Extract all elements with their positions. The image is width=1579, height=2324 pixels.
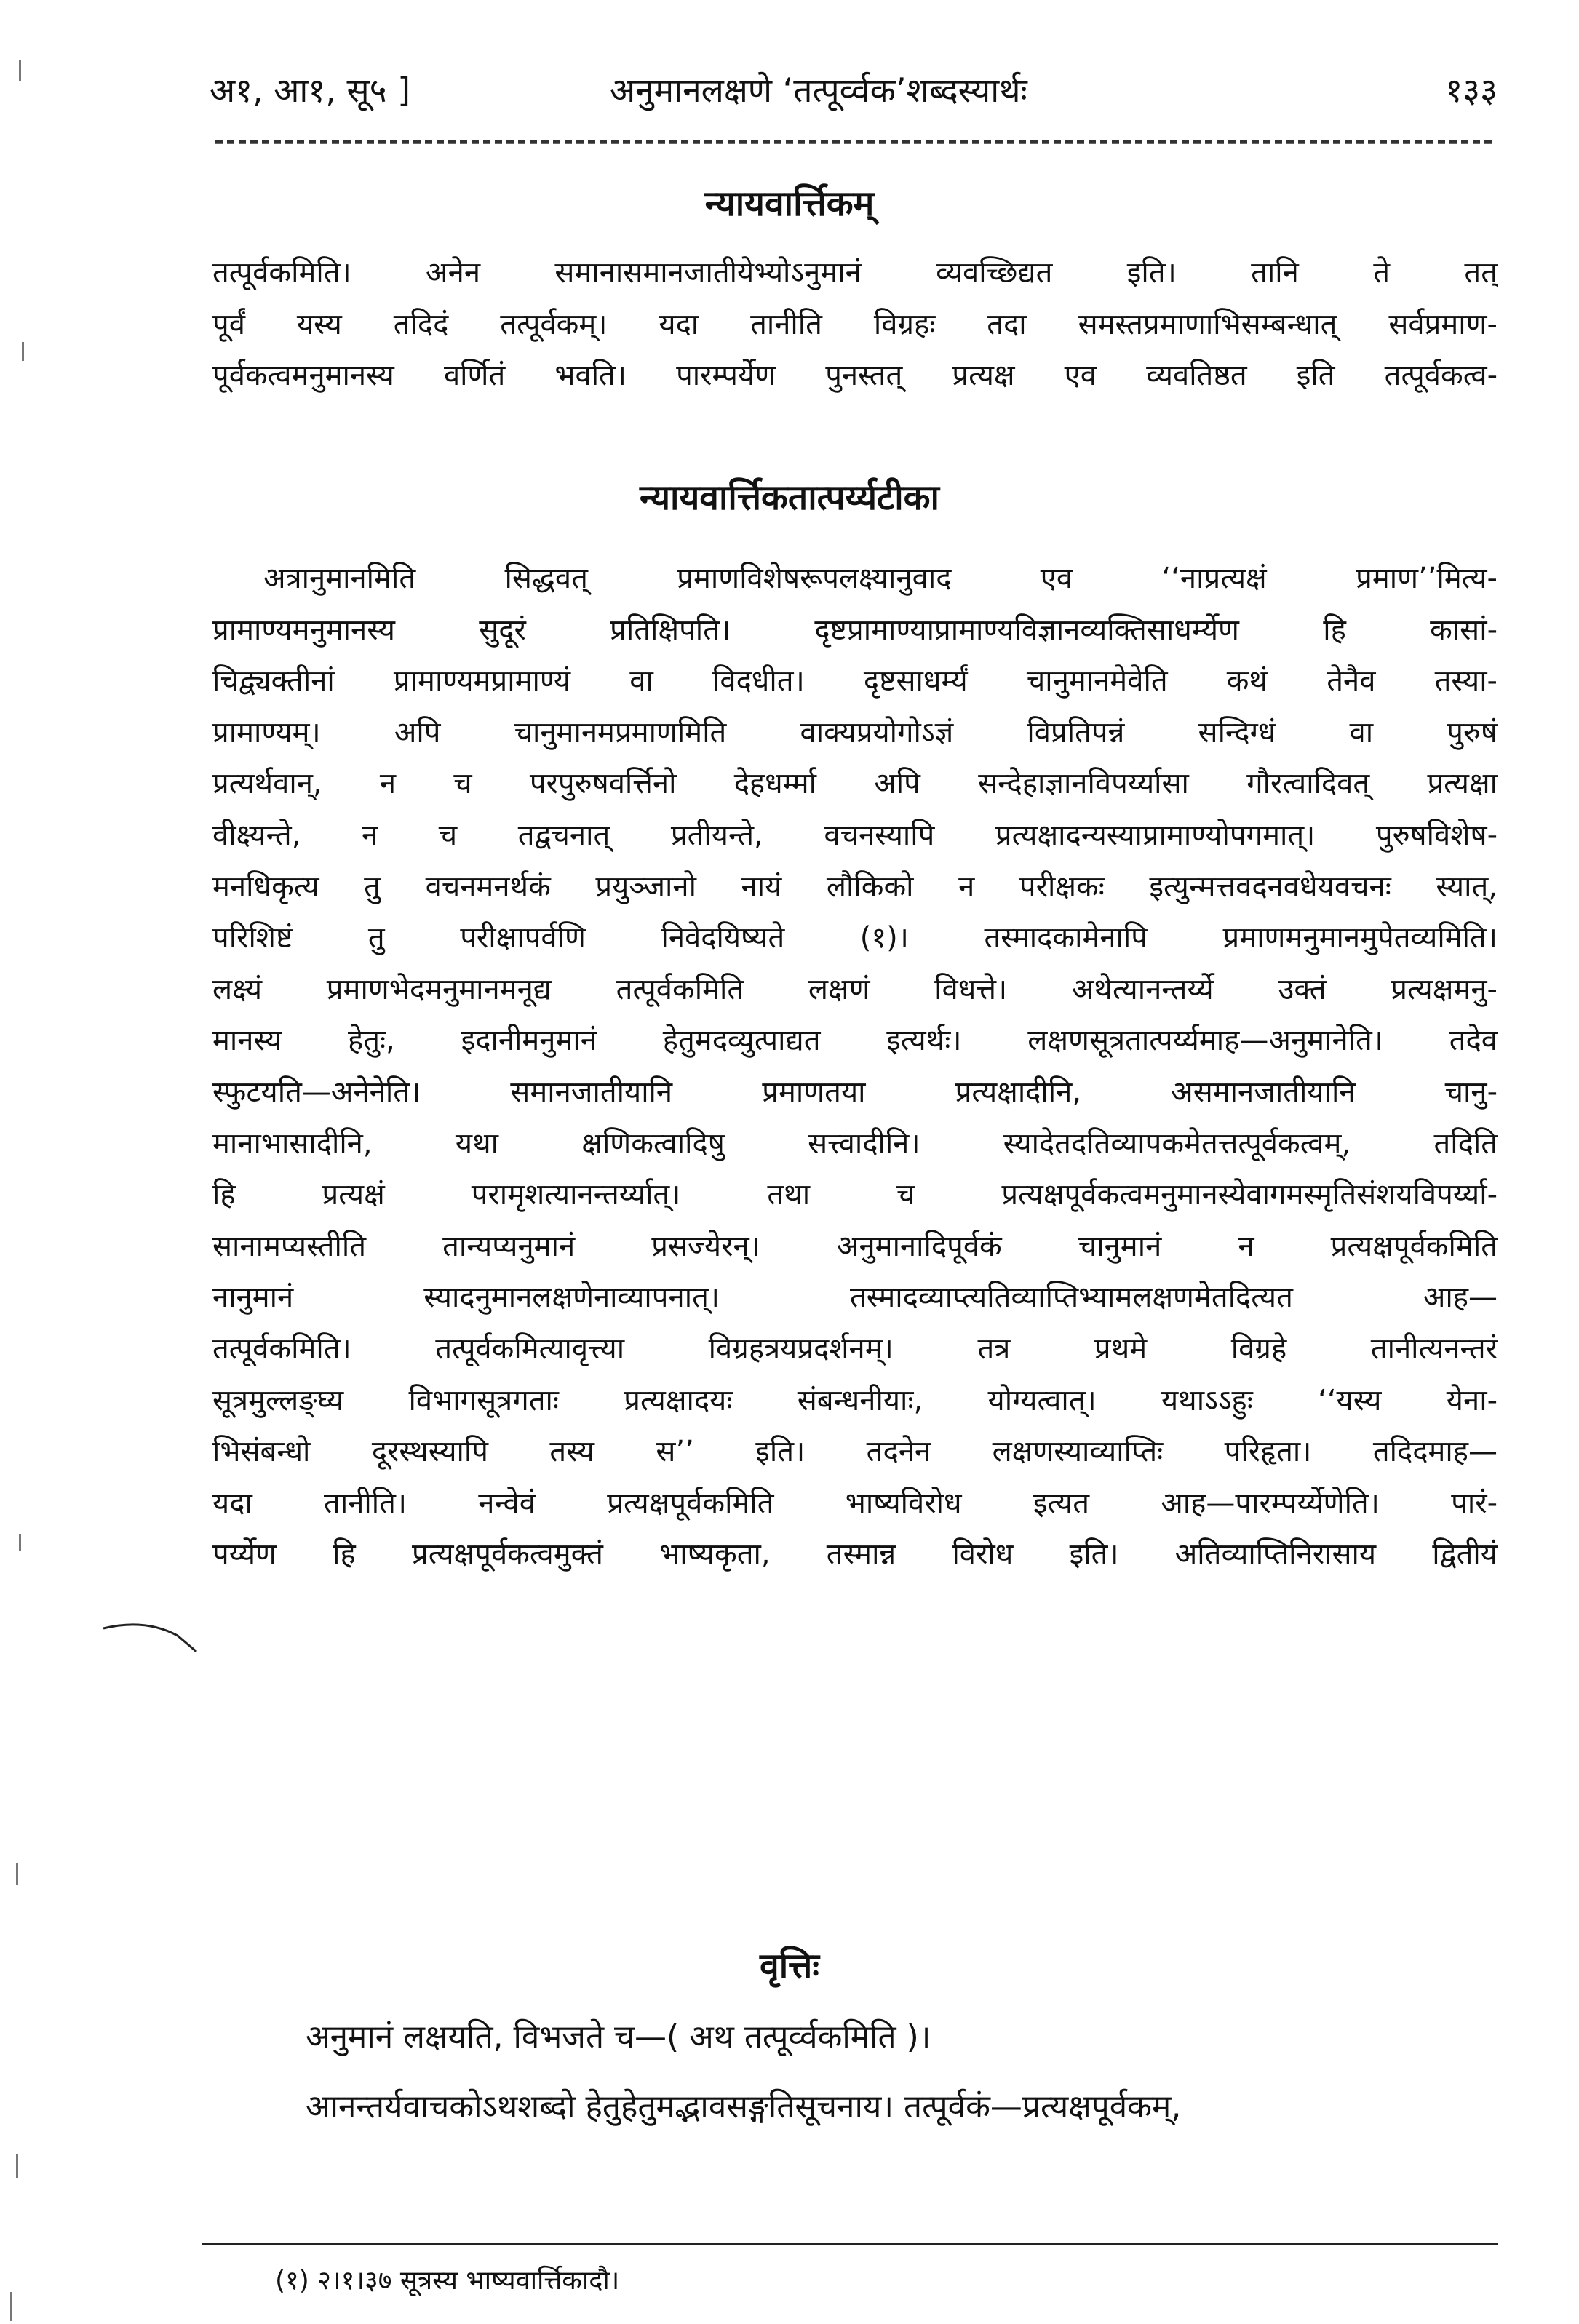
- vritti-heading: वृत्तिः: [760, 1946, 819, 1986]
- tika-heading: न्यायवार्त्तिकतात्पर्य्यटीका: [640, 477, 939, 518]
- vritti-text: [306, 2002, 1499, 2142]
- text-line: पर्य्येण हि प्रत्यक्षपूर्वकत्वमुक्तं भाष्यकृता, तस्मान्न विरोध इति। अतिव्याप्तिनिरासाय द्वितीयं: [212, 1537, 1498, 1572]
- text-line: पूर्वं यस्य तदिदं तत्पूर्वकम्। यदा तानीति विग्रहः तदा समस्तप्रमाणाभिसम्बन्धात् सर्वप्रमाण-: [212, 307, 1498, 341]
- text-line: प्रामाण्यमनुमानस्य सुदूरं प्रतिक्षिपति। दृष्टप्रामाण्याप्रामाण्यविज्ञानव्यक्तिसाधर्म्येण हि कासां-: [212, 613, 1498, 647]
- footnote-rule: [202, 2243, 1498, 2245]
- text-line: अत्रानुमानमिति सिद्धवत् प्रमाणविशेषरूपलक्ष्यानुवाद एव ‘‘नाप्रत्यक्षं प्रमाण’’मित्य-: [263, 562, 1498, 595]
- text-line: मनधिकृत्य तु वचनमनर्थकं प्रयुञ्जानो नायं लौकिको न परीक्षकः इत्युन्मत्तवदनवधेयवचनः स्यात्,: [212, 869, 1498, 904]
- footnote: (१) २।१।३७ सूत्रस्य भाष्यवार्त्तिकादौ।: [275, 2266, 620, 2296]
- margin-pen-stroke: [102, 1611, 204, 1655]
- text-line: पूर्वकत्वमनुमानस्य वर्णितं भवति। पारम्पर्येण पुनस्तत् प्रत्यक्ष एव व्यवतिष्ठत इति तत्पूर्वकत्व-: [212, 359, 1498, 393]
- text-line: तत्पूर्वकमिति। तत्पूर्वकमित्यावृत्त्या विग्रहत्रयप्रदर्शनम्। तत्र प्रथमे विग्रहे तानीत्यनन्तरं: [212, 1332, 1498, 1366]
- text-line: सूत्रमुल्लङ्घ्य विभागसूत्रगताः प्रत्यक्षादयः संबन्धनीयाः, योग्यत्वात्। यथाऽऽहुः ‘‘यस्य येना-: [212, 1383, 1498, 1417]
- text-line: नानुमानं स्यादनुमानलक्षणेनाव्यापनात्। तस्मादव्याप्त्यतिव्याप्तिभ्यामलक्षणमेतदित्यत आह—: [212, 1281, 1498, 1315]
- text-line: परिशिष्टं तु परीक्षापर्वणि निवेदयिष्यते (१)। तस्मादकामेनापि प्रमाणमनुमानमुपेतव्यमिति।: [212, 921, 1498, 955]
- text-line: सानामप्यस्तीति तान्यप्यनुमानं प्रसज्येरन्। अनुमानादिपूर्वकं चानुमानं न प्रत्यक्षपूर्वकमिति: [212, 1229, 1498, 1263]
- text-line: हि प्रत्यक्षं परामृशत्यानन्तर्य्यात्। तथा च प्रत्यक्षपूर्वकत्वमनुमानस्येवागमस्मृतिसंशयविपर्य्या-: [212, 1178, 1498, 1212]
- margin-mark: [22, 342, 24, 361]
- text-line: भिसंबन्धो दूरस्थस्यापि तस्य स’’ इति। तदनेन लक्षणस्याव्याप्तिः परिहृता। तदिदमाह—: [212, 1435, 1498, 1469]
- text-line: स्फुटयति—अनेनेति। समानजातीयानि प्रमाणतया प्रत्यक्षादीनि, असमानजातीयानि चानु-: [212, 1075, 1498, 1109]
- text-line: मानाभासादीनि, यथा क्षणिकत्वादिषु सत्त्वादीनि। स्यादेतदतिव्यापकमेतत्तत्पूर्वकत्वम्, तदिति: [212, 1126, 1498, 1161]
- text-line: अनुमानं लक्षयति, विभजते च—( अथ तत्पूर्व्वकमिति )।: [306, 2018, 931, 2056]
- text-line: तत्पूर्वकमिति। अनेन समानासमानजातीयेभ्योऽनुमानं व्यवच्छिद्यत इति। तानि ते तत्: [212, 256, 1498, 290]
- section-reference: अ१, आ१, सू५ ]: [210, 71, 411, 110]
- running-title: अनुमानलक्षणे ‘तत्पूर्व्वक’शब्दस्यार्थः: [610, 71, 1027, 110]
- margin-mark: [19, 1534, 21, 1551]
- margin-mark: [19, 60, 21, 81]
- tika-text: [212, 553, 1498, 1580]
- text-line: आनन्तर्यवाचकोऽथशब्दो हेतुहेतुमद्भावसङ्गतिसूचनाय। तत्पूर्वकं—प्रत्यक्षपूर्वकम्,: [306, 2088, 1182, 2125]
- page-number: १३३: [1445, 71, 1498, 110]
- header-wavy-rule: [215, 135, 1496, 148]
- text-line: मानस्य हेतुः, इदानीमनुमानं हेतुमदव्युत्पाद्यत इत्यर्थः। लक्षणसूत्रतात्पर्य्यमाह—अनुमानेति। तदेव: [212, 1024, 1498, 1058]
- text-line: प्रत्यर्थवान्, न च परपुरुषवर्त्तिनो देहधर्म्मा अपि सन्देहाज्ञानविपर्य्यासा गौरत्वादिवत् प्रत्यक्षा: [212, 767, 1498, 801]
- vartika-text: [212, 247, 1498, 402]
- text-line: चिद्व्यक्तीनां प्रामाण्यमप्रामाण्यं वा विदधीत। दृष्टसाधर्म्यं चानुमानमेवेति कथं तेनैव तस्या-: [212, 664, 1498, 699]
- margin-mark: [16, 2154, 18, 2178]
- text-line: वीक्ष्यन्ते, न च तद्वचनात् प्रतीयन्ते, वचनस्यापि प्रत्यक्षादन्यस्याप्रामाण्योपगमात्। पुरुषविशेष-: [212, 818, 1498, 852]
- text-line: लक्ष्यं प्रमाणभेदमनुमानमनूद्य तत्पूर्वकमिति लक्षणं विधत्ते। अथेत्यानन्तर्य्ये उक्तं प्रत्यक्षमनु-: [212, 972, 1498, 1006]
- text-line: यदा तानीति। नन्वेवं प्रत्यक्षपूर्वकमिति भाष्यविरोध इत्यत आह—पारम्पर्य्येणेति। पारं-: [212, 1486, 1498, 1520]
- vartika-heading: न्यायवार्त्तिकम्: [704, 183, 875, 224]
- margin-mark: [10, 2292, 12, 2321]
- margin-mark: [16, 1863, 18, 1885]
- running-header: [210, 67, 1498, 118]
- text-line: प्रामाण्यम्। अपि चानुमानमप्रमाणमिति वाक्यप्रयोगोऽज्ञं विप्रतिपन्नं सन्दिग्धं वा पुरुषं: [212, 715, 1498, 749]
